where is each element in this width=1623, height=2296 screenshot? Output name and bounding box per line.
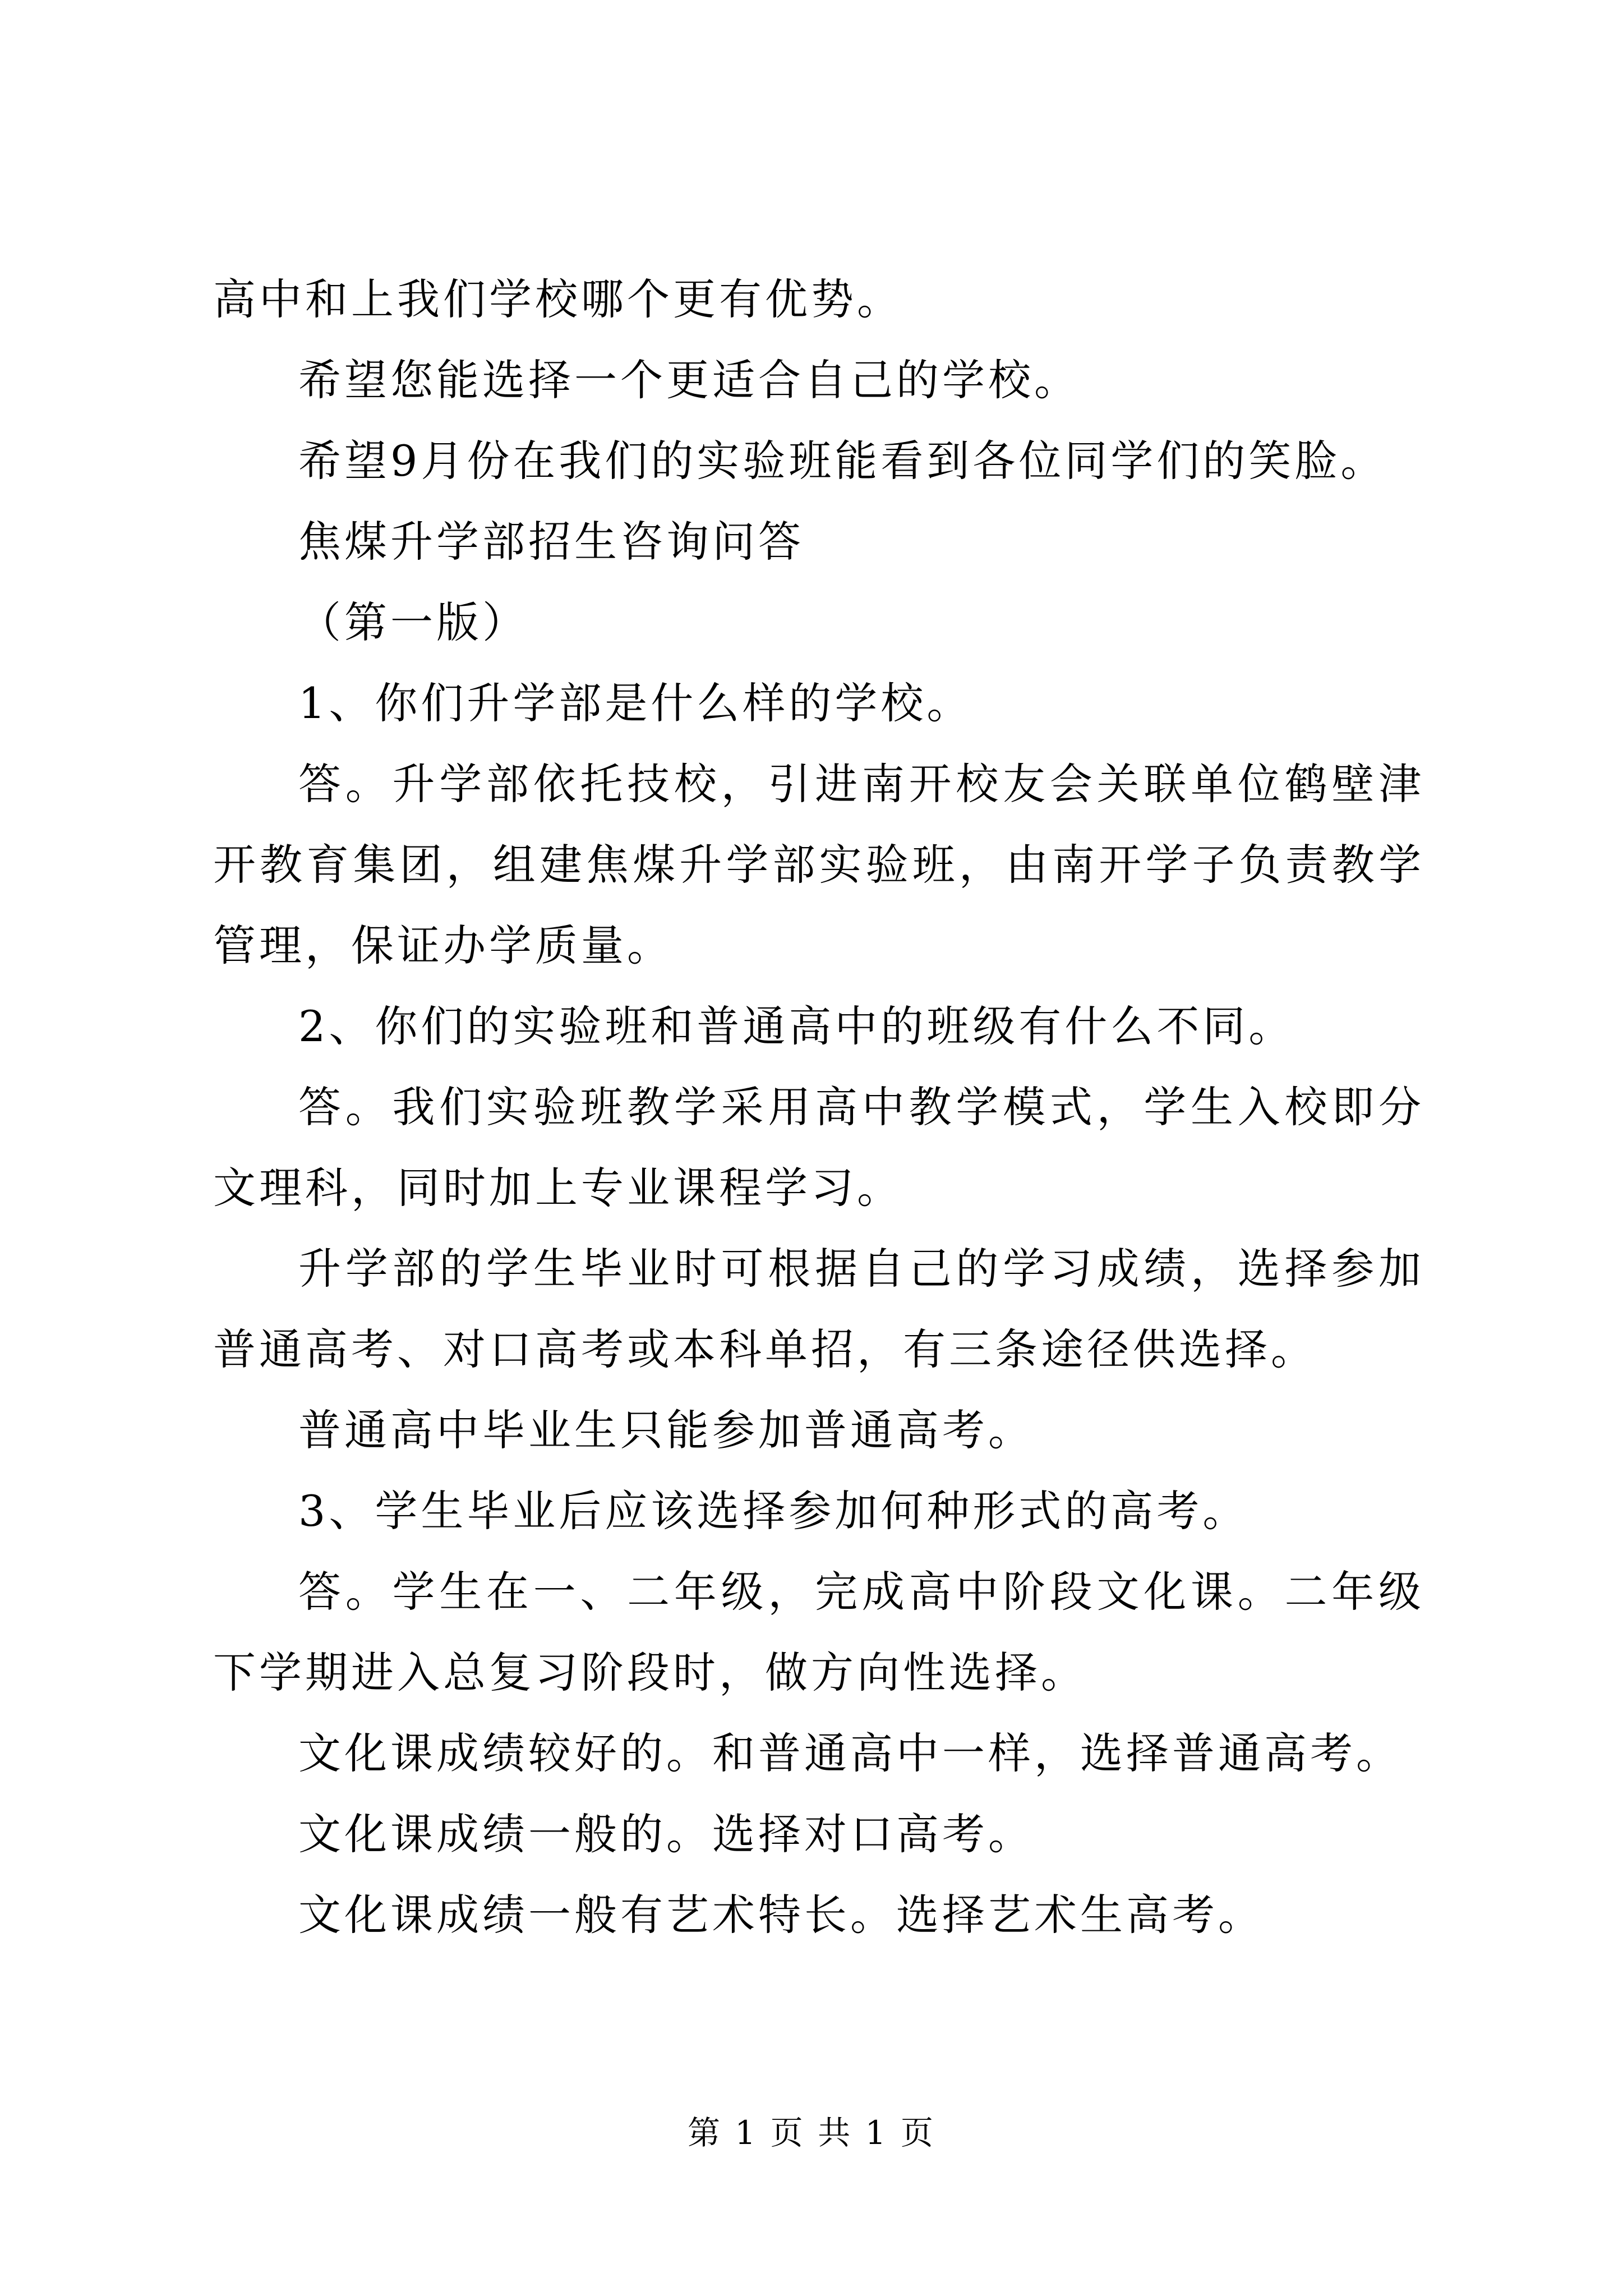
question-1: 1、你们升学部是什么样的学校。: [298, 678, 973, 728]
question-3: 3、学生毕业后应该选择参加何种形式的高考。: [298, 1486, 1249, 1536]
paragraph: 希望9月份在我们的实验班能看到各位同学们的笑脸。: [298, 436, 1387, 486]
paragraph: 文化课成绩一般有艺术特长。选择艺术生高考。: [298, 1890, 1264, 1940]
paragraph: 文化课成绩一般的。选择对口高考。: [298, 1809, 1034, 1859]
paragraph: 升学部的学生毕业时可根据自己的学习成绩，选择参加普通高考、对口高考或本科单招，有三条途径供选择。: [213, 1244, 1424, 1374]
question-2: 2、你们的实验班和普通高中的班级有什么不同。: [298, 1001, 1295, 1051]
page-footer: 第 1 页 共 1 页: [688, 2114, 935, 2152]
document-body: [213, 259, 1424, 1955]
paragraph: 文化课成绩较好的。和普通高中一样，选择普通高考。: [298, 1728, 1402, 1778]
paragraph: 高中和上我们学校哪个更有优势。: [213, 274, 903, 324]
version-label: （第一版）: [298, 597, 528, 647]
paragraph: 希望您能选择一个更适合自己的学校。: [298, 355, 1080, 405]
answer-2: 答。我们实验班教学采用高中教学模式，学生入校即分文理科，同时加上专业课程学习。: [213, 1082, 1424, 1213]
answer-3: 答。学生在一、二年级，完成高中阶段文化课。二年级下学期进入总复习阶段时，做方向性选择。: [213, 1567, 1424, 1697]
section-heading: 焦煤升学部招生咨询问答: [298, 517, 804, 567]
paragraph: 普通高中毕业生只能参加普通高考。: [298, 1405, 1034, 1455]
answer-1: 答。升学部依托技校，引进南开校友会关联单位鹤壁津开教育集团，组建焦煤升学部实验班，由南开学子负责教学管理，保证办学质量。: [213, 759, 1424, 970]
